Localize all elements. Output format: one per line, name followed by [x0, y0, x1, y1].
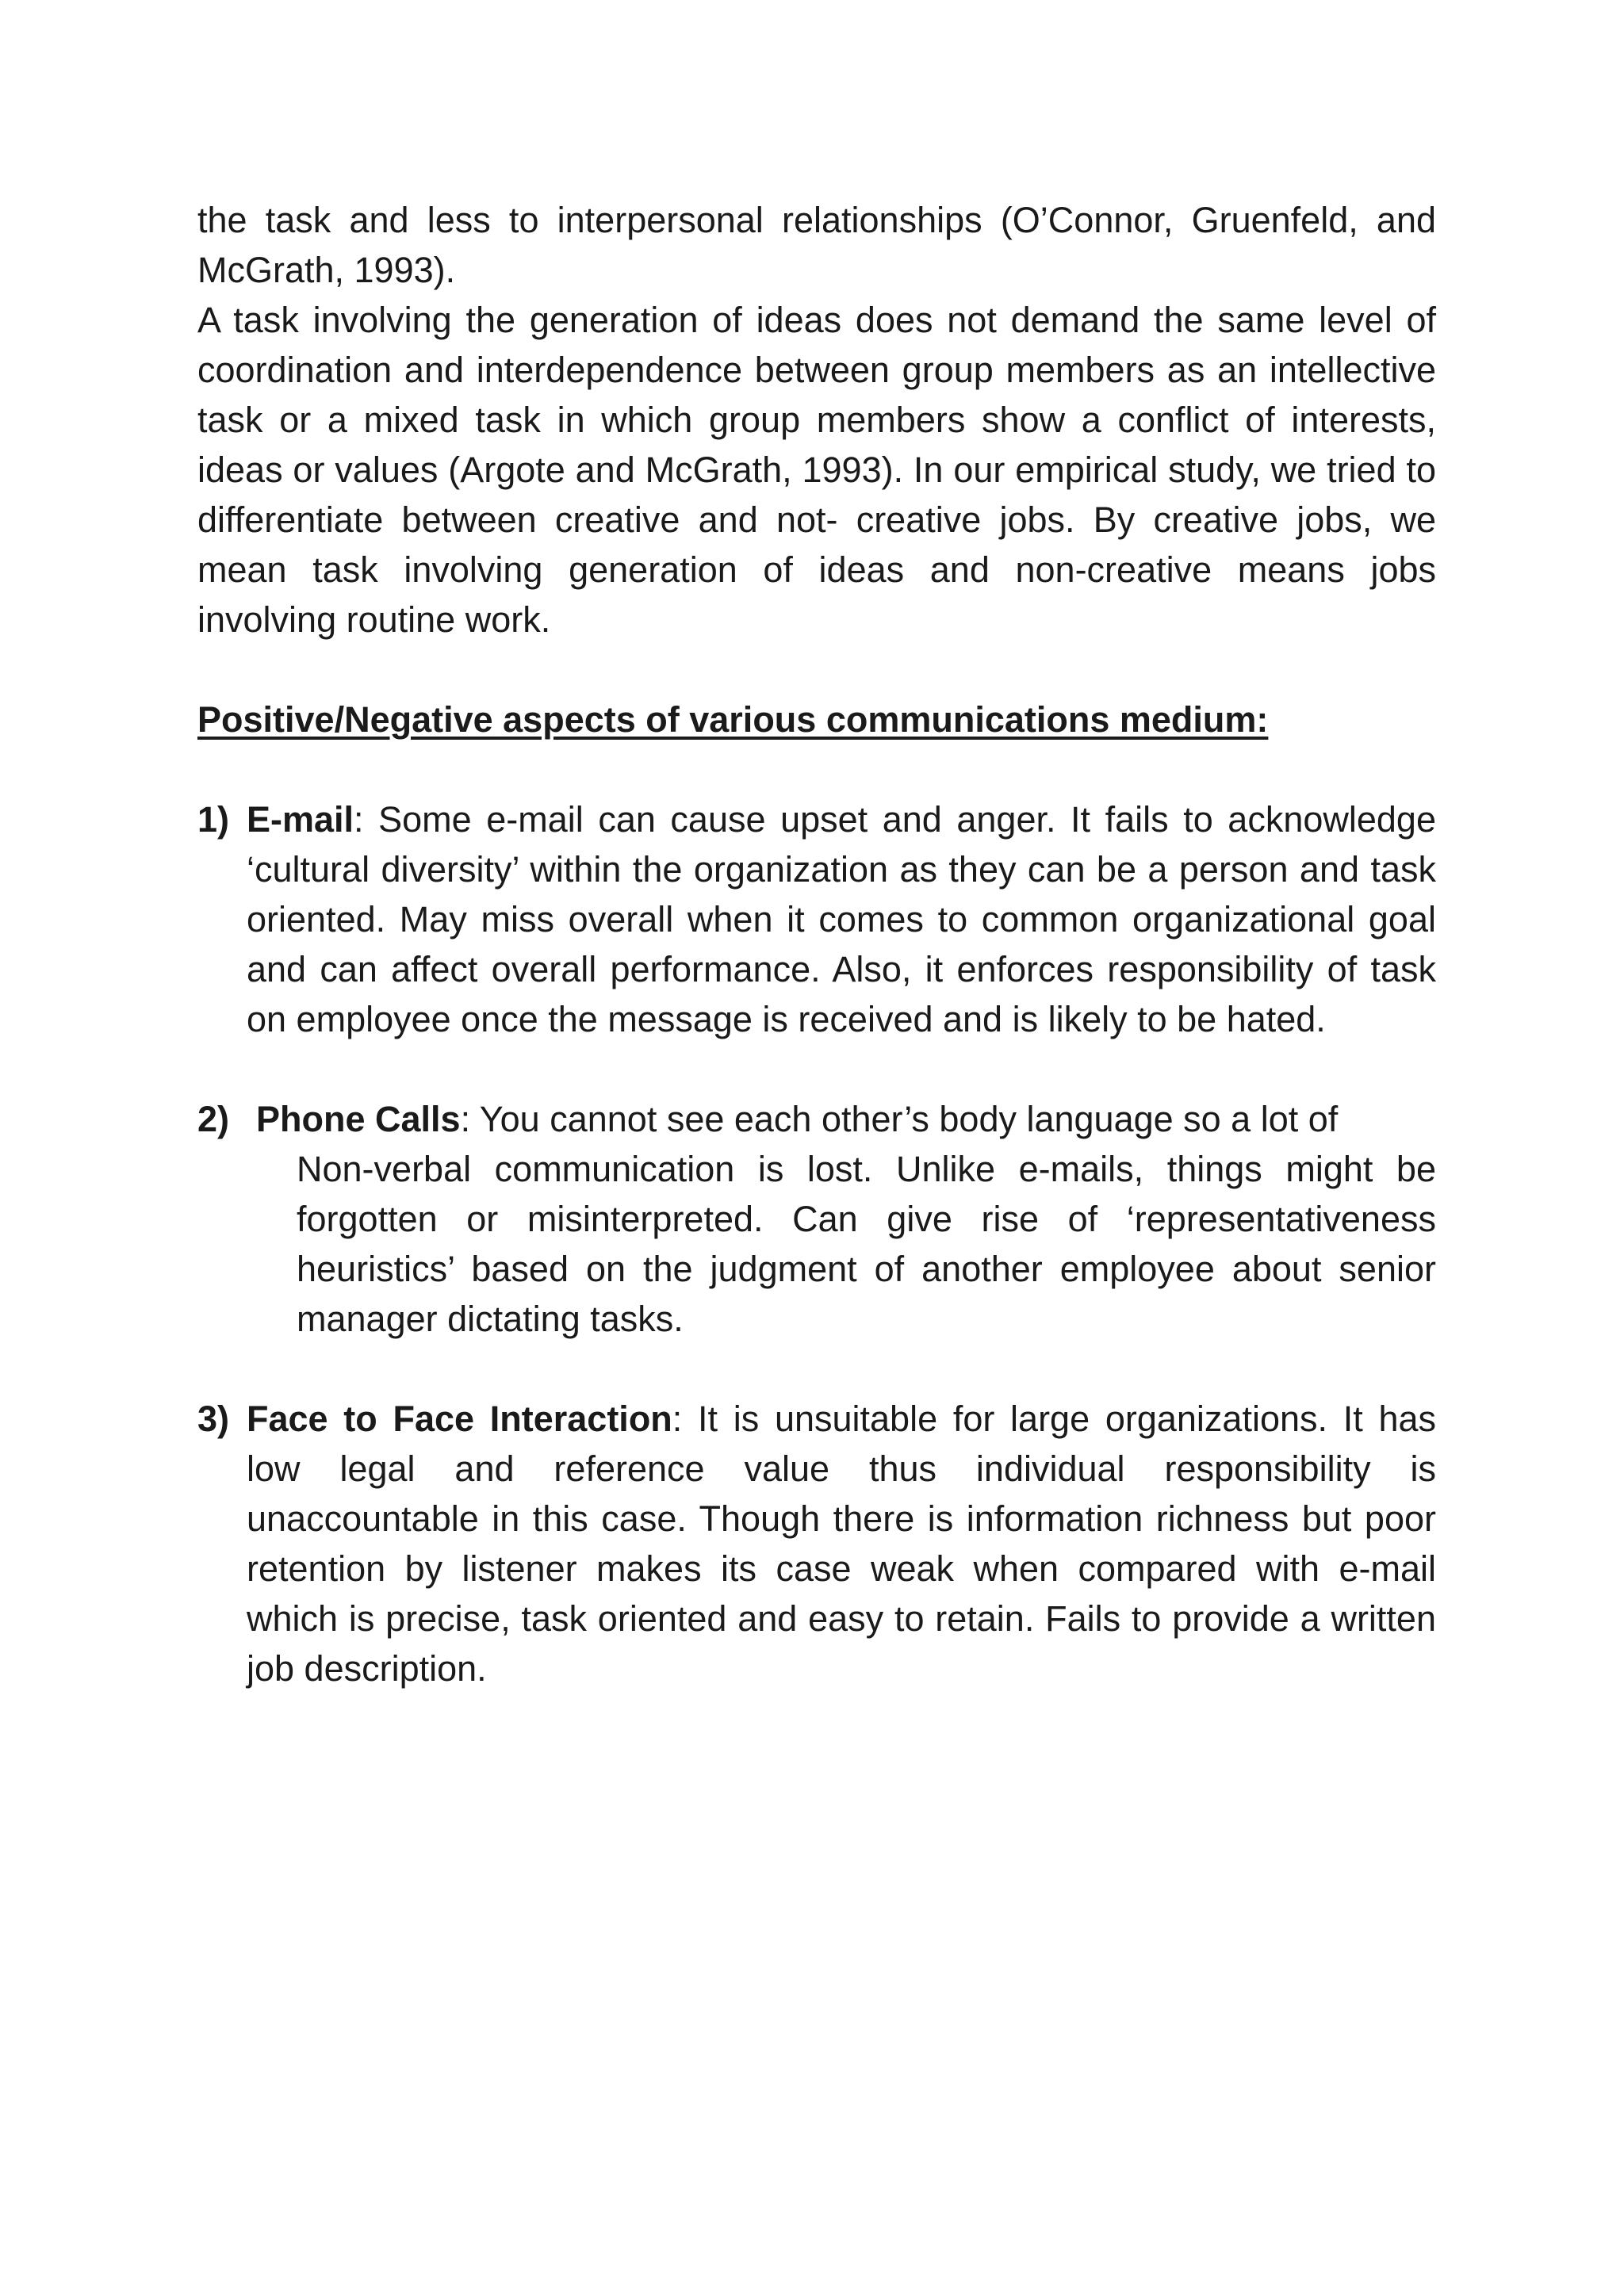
list-item-face-to-face: [197, 1394, 1436, 1693]
section-heading: Positive/Negative aspects of various communications medium:: [197, 699, 1269, 740]
list-item-term: Face to Face Interaction: [247, 1399, 672, 1439]
list-item-term: Phone Calls: [256, 1099, 461, 1139]
list-item-email: [197, 794, 1436, 1044]
list-item-continuation: Non-verbal communication is lost. Unlike e-mails, things might be forgotten or misinterpreted. Can give rise of ‘representativeness heuristics’ based on the judgment of another employee about senior manager dictating tasks.: [297, 1149, 1436, 1339]
document-content: [197, 195, 1436, 1693]
list-item-term: E-mail: [247, 799, 354, 840]
list-item-body: [197, 1094, 1436, 1344]
intro-paragraph-1: the task and less to interpersonal relationships (O’Connor, Gruenfeld, and McGrath, 1993).: [197, 200, 1436, 290]
list-item-phone-calls: [197, 1094, 1436, 1344]
list-item-body: [247, 1394, 1436, 1693]
list-item-text: : It is unsuitable for large organizations. It has low legal and reference value thus individual responsibility is unaccountable in this case. Though there is information richness but poor retention by listener makes its case weak when compared with e-mail which is precise, task oriented and easy to retain. Fails to provide a written job description.: [247, 1399, 1436, 1689]
list-item-number: 2): [197, 1099, 230, 1139]
list-item-number: 3): [197, 1399, 230, 1439]
list-item-number: 1): [197, 799, 230, 840]
list-item-text: : You cannot see each other’s body language so a lot of: [460, 1099, 1339, 1139]
intro-paragraph-2: A task involving the generation of ideas does not demand the same level of coordination and interdependence between group members as an intellective task or a mixed task in which group members show a conflict of interests, ideas or values (Argote and McGrath, 1993). In our empirical study, we tried to differentiate between creative and not- creative jobs. By creative jobs, we mean task involving generation of ideas and non-creative means jobs involving routine work.: [197, 300, 1436, 640]
list-item-body: [247, 794, 1436, 1044]
list-item-text: : Some e-mail can cause upset and anger. It fails to acknowledge ‘cultural diversity’ within the organization as they can be a person and task oriented. May miss overall when it comes to common organizational goal and can affect overall performance. Also, it enforces responsibility of task on employee once the message is received and is likely to be hated.: [247, 799, 1436, 1039]
list-item-first-line: [256, 1094, 1436, 1144]
